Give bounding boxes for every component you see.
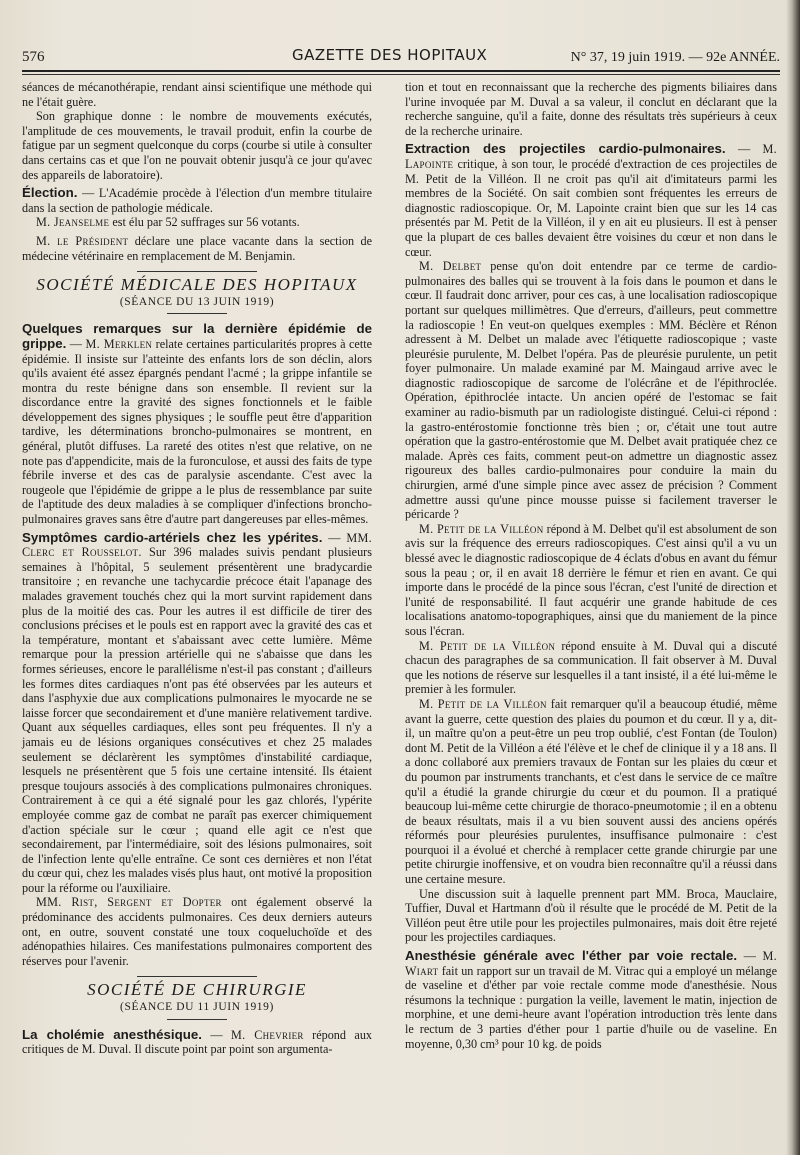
article-text: critique, à son tour, le procédé d'extraction de ces projectiles de M. Petit de la Villéon. Il ne croit pas qu'il ait d'imitateurs parmi les membres de la Société. On sait combien sont fréquentes les erreurs de diagnostic radioscopique. Or, M. Lapointe craint bien que sur les 14 cas présentés par M. Petit de la Villéon, il y en ait eu plusieurs. Il est à penser que la plupart de ces balles devaient être voisines du cœur et non dans le cœur. (405, 156, 777, 259)
author-name: M. Petit de la Villéon (419, 638, 556, 653)
article-heading: Quelques remarques sur la dernière épidémie de grippe. (22, 321, 372, 351)
page-edge-shadow (786, 0, 800, 1155)
author-name: M. Merklen (85, 336, 153, 351)
section-divider-short (167, 1019, 227, 1020)
author-name: M. le Président (36, 233, 129, 248)
issue-info: N° 37, 19 juin 1919. — 92e ANNÉE. (570, 50, 780, 65)
page-number: 576 (22, 49, 45, 65)
section-divider (137, 271, 257, 272)
article-heading: La cholémie anesthésique. (22, 1026, 202, 1042)
article-text: relate certaines particularités propres à cette épidémie. Il insiste sur l'atteinte des enfants lors de son déclin, alors qu'ils avaient été assez épargnés pendant l'acmé ; la grippe infantile se montra du reste bénigne dans son ensemble. Il revient sur la discordance entre la gravité des signes fonctionnels et le faible développement des signes physiques ; le souffle peut être d'apparition tardive, les déterminations broncho-pulmonaires se montrent, en général, plutôt diffuses. La rareté des otites n'est que relative, on ne note pas d'appendicite, mais de la furonculose, et aussi des faits de type fébrile inverse et des cas de paralysie ascendante. C'est avec la rougeole que l'épidémie de grippe a le plus de ressemblance par suite de l'aptitude des deux maladies à se compliquer d'infections broncho-pulmonaires graves sans être d'autre part dangereuses par elles-mêmes. (22, 336, 373, 527)
paragraph (22, 215, 372, 230)
article-heading: Élection. (22, 185, 78, 201)
author-name: M. Petit de la Villéon (419, 521, 544, 536)
author-name: MM. Rist, Sergent et Dopter (36, 895, 222, 910)
article-text: Sur 396 malades suivis pendant plusieurs semaines à l'hôpital, 5 seulement présentèrent une bradycardie transitoire ; en revanche une tachycardie précoce était l'apanage des malades gravement touchés chez qui la mort survint rapidement dans plus de la moitié des cas. Pour les autres il est difficile de tirer des conclusions précises et le pouls est en rapport avec la gravité des cas et la température, montant et s'abaissant avec cette lumière. Même remarque pour la pression artérielle qui ne s'abaisse que dans les formes sérieuses, encore le parallélisme n'est-il pas constant ; d'ailleurs les formes dites cardiaques n'ont pas été observées par les auteurs et dans l'asphyxie due aux complications pulmonaires le myocarde ne se laisse forcer que secondairement et d'une manière relativement tardive. Quant aux séquelles cardiaques, elles sont peu fréquentes. Il n'y a jamais eu de lésions organiques consécutives et chez 25 malades seulement se déclarèrent les symptômes d'instabilité cardiaque, lesquels ne présentèrent que 5 fois une certaine intensité. Ils étaient presque toujours associés à des complications pulmonaires chroniques. Contrairement à ce qui a été signalé pour les gaz chlorés, l'ypérite employée comme gaz de combat ne paraît pas exercer chimiquement d'action spéciale sur le cœur ; quand elle agit ce n'est que secondairement, par l'intermédiaire, soit des lésions pulmonaires, soit de l'infection lente qu'elle entraîne. Ce sont ces dernières et non l'état du cœur qui, chez les malades visés plus haut, ont motivé la proposition pour la réforme ou l'auxiliaire. (22, 545, 372, 895)
section-date: (SÉANCE DU 13 JUIN 1919) (119, 295, 275, 308)
author-name: MM. Clerc et Rousselot. (22, 530, 373, 560)
paragraph: séances de mécanothérapie, rendant ainsi scientifique une méthode qui ne l'était guère. (22, 80, 372, 109)
paragraph (405, 639, 777, 697)
paragraph (22, 234, 372, 263)
paragraph (405, 259, 777, 522)
paragraph (405, 697, 777, 887)
page-header (22, 40, 780, 66)
article-text: répond ensuite à M. Duval qui a discuté chacun des paragraphes de sa communication. Il fait observer à M. Duval que les notions de réserve sur lesquelles il a tant insisté, il a été lui-même le premier à les formuler. (405, 638, 777, 697)
article-heading: Anesthésie générale avec l'éther par voie rectale. (405, 948, 738, 964)
article-text: — L'Académie procède à l'élection d'un membre titulaire dans la section de pathologie médicale. (22, 186, 372, 215)
paragraph (22, 895, 372, 968)
article-text: répond à M. Delbet qu'il est absolument de son avis sur la fréquence des erreurs radioscopiques. C'est ainsi qu'il a vu un blessé avec le diagnostic radioscopique de 4 éclats d'obus en avant du fémur sous la peau ; or, il en avait 18 derrière le fémur et rien en avant. Ce qui importe dans le procédé de la pince sous l'écran, c'est l'unité de direction et l'unité de responsabilité. Il faut acquérir une grande habitude de ces localisations anatomo-topographiques, ainsi que du maniement de la pince sous l'écran. (405, 521, 777, 638)
article-text: fait un rapport sur un travail de M. Vitrac qui a employé un mélange de vaseline et d'éther par voie rectale comme mode d'anesthésie. Nous résumons la technique : purgation la veille, lavement le matin, injection de morphine, et une demi-heure avant l'opération introduction très lente dans le rectum de 3 parties d'éther pour 1 partie d'huile ou de vaseline. En moyenne, 0,30 cm³ pour 10 kg. de poids (405, 963, 777, 1051)
author-name: M. Delbet (419, 259, 482, 274)
section-divider-short (167, 313, 227, 314)
author-name: M. Lapointe (405, 142, 778, 171)
article-text: répond aux critiques de M. Duval. Il discute point par point son argumenta- (22, 1027, 373, 1057)
author-name: M. Chevrier (231, 1027, 304, 1042)
right-column: tion et tout en reconnaissant que la recherche des pigments biliaires dans l'urine invoquée par M. Duval a sa valeur, il conclut en déclarant que la recherche sanguine, qu'il a faite, donne des résultats très supérieurs à ceux de la recherche urinaire. Extraction des projectiles cardio-pulmonaires. — M. Lapointe critique, à son tour, le procédé d'extraction de ces projectiles de M. Petit de la Villéon. Il ne croit pas qu'il ait d'imitateurs parmi les membres de la Société. On sait combien sont fréquentes les erreurs de diagnostic radioscopique. Or, M. Lapointe craint bien que sur les 14 cas présentés par M. Petit de la Villéon, il y en ait eu plusieurs. Il est à penser que la plupart de ces balles devaient être voisines du cœur et non dans le cœur. M. Delbet pense qu'on doit entendre par ce terme de cardio-pulmonaires des balles qui se trouvent à la fois dans le poumon et dans le cœur. Il faudrait donc arriver, pour ces cas, à une localisation radioscopique portant sur quelques millimètres. Que d'erreurs, d'ailleurs, peut commettre la radioscopie ! En veut-on quelques exemples : MM. Béclère et Rénon adressent à M. Delbet un malade avec l'étiquette radioscopique ; vaste pleurésie purulente, M. Delbet l'opéra. Pas de pleurésie purulente, un petit foyer pulmonaire. Un malade examiné par M. Maingaud arrive avec le diagnostic radioscopique de sarcome de l'olécrâne et de l'épithroclée. Opération, épithroclée intacte. Un ancien opéré de l'estomac se fait examiner au radio-bismuth par un radiologiste distingué. Celui-ci répond : la gastro-entérostomie fonctionne très bien ; or, c'était une tout autre opération que la gastro-entérostomie que M. Delbet avait pratiquée chez ce malade. Après ces faits, comment peut-on admettre un diagnostic assez rigoureux des balles cardio-pulmonaires pour conduire la main du chirurgien, armé d'une simple pince avec assez de précision ? Comment admettre aussi qu'une pince mousse puisse si facilement traverser le péricarde ? M. Petit de la Villéon répond à M. Delbet qu'il est absolument de son avis sur la fréquence des erreurs radioscopiques. C'est ainsi qu'il a vu un blessé avec le diagnostic radioscopique de 4 éclats d'obus en avant du fémur sous la peau ; or, il en avait 18 derrière le fémur et rien en avant. Ce qui importe dans le procédé de la pince sous l'écran, c'est l'unité de direction et l'unité de responsabilité. Il faut acquérir une grande habitude de ces localisations anatomo-topographiques, ainsi que du maniement de la pince sous l'écran. M. Petit de la Villéon répond ensuite à M. Duval qui a discuté chacun des paragraphes de sa communication. Il fait observer à M. Duval que les notions de réserve sur lesquelles il a tant insisté, il a été lui-même le premier à les formuler. M. Petit de la Villéon fait remarquer qu'il a beaucoup étudié, même avant la guerre, cette question des plaies du poumon et du cœur. Il y a, dit-il, un maître qu'on a peut-être un peu trop oublié, c'est Fontan (de Toulon) dont M. Petit de la Villéon a été l'élève et le chef de clinique il y a 18 ans. Il a donc collaboré aux premiers travaux de Fontan sur les plaies du cœur et du poumon par instruments tranchants, et c'est dans le service de ce maître qu'il a étudié la grande chirurgie du cœur et du poumon. Il a pratiqué beaucoup lui-même cette chirurgie de thoraco-pneumotomie ; il en a obtenu de beaux résultats, mais il a vu bien souvent aussi des anciens opérés réformés pour pleurésies purulentes, insuffisance pulmonaire : c'est pourquoi il a évolué et cherché à remplacer cette grande chirurgie par une petite chirurgie inoffensive, et on voudra bien reconnaître qu'il a réussi dans une certaine mesure. Une discussion suit à laquelle prennent part MM. Broca, Mauclaire, Tuffier, Duval et Hartmann d'où il résulte que le procédé de M. Petit de la Villéon peut être utile pour les projectiles pulmonaires, mais doit être rejeté pour les projectiles cardiaques. Anesthésie générale avec l'éther par voie rectale. — M. Wiart fait un rapport sur un travail de M. Vitrac qui a employé un mélange de vaseline et d'éther par voie rectale comme mode d'anesthésie. Nous résumons la technique : purgation la veille, lavement le matin, injection de morphine, et une demi-heure avant l'opération introduction très lente dans le rectum de 3 parties d'éther pour 1 partie d'huile ou de vaseline. En moyenne, 0,30 cm³ pour 10 kg. de poids (405, 80, 778, 1051)
article-heading: Symptômes cardio-artériels chez les ypérites. (22, 529, 323, 545)
section-title: SOCIÉTÉ MÉDICALE DES HOPITAUX (36, 275, 358, 295)
section-date: (SÉANCE DU 11 JUIN 1919) (120, 1001, 274, 1014)
article-text: est élu par 52 suffrages sur 56 votants. (109, 215, 300, 230)
paragraph: tion et tout en reconnaissant que la recherche des pigments biliaires dans l'urine invoquée par M. Duval a sa valeur, il conclut en déclarant que la recherche sanguine, qu'il a faite, donne des résultats très supérieurs à ceux de la recherche urinaire. (405, 80, 777, 138)
header-rule (22, 70, 780, 72)
section-divider (137, 976, 257, 977)
journal-title: GAZETTE DES HOPITAUX (292, 46, 488, 64)
author-name: M. Jeanselme (36, 215, 110, 230)
article-text: fait remarquer qu'il a beaucoup étudié, même avant la guerre, cette question des plaies du poumon et du cœur. Il y a, dit-il, un maître qu'on a peut-être un peu trop oublié, c'est Fontan (de Toulon) dont M. Petit de la Villéon a été l'élève et le chef de clinique il y a 18 ans. Il a donc collaboré aux premiers travaux de Fontan sur les plaies du cœur et du poumon par instruments tranchants, et c'est dans le service de ce maître qu'il a étudié la grande chirurgie du cœur et du poumon. Il a pratiqué beaucoup lui-même cette chirurgie de thoraco-pneumotomie ; il en a obtenu de beaux résultats, mais il a vu bien souvent aussi des anciens opérés réformés pour pleurésies purulentes, insuffisance pulmonaire : c'est pourquoi il a évolué et cherché à remplacer cette grande chirurgie par une petite chirurgie inoffensive, et on voudra bien reconnaître qu'il a réussi dans une certaine mesure. (405, 696, 777, 887)
paragraph: Une discussion suit à laquelle prennent part MM. Broca, Mauclaire, Tuffier, Duval et Hartmann d'où il résulte que le procédé de M. Petit de la Villéon peut être utile pour les projectiles pulmonaires, mais doit être rejeté pour les projectiles cardiaques. (405, 886, 777, 945)
author-name: M. Petit de la Villéon (419, 696, 547, 711)
header-rule-thin (22, 74, 780, 75)
paragraph (405, 522, 777, 639)
article-heading: Extraction des projectiles cardio-pulmonaires. (405, 141, 726, 157)
article-text: déclare une place vacante dans la section de médecine vétérinaire en remplacement de M. Benjamin. (22, 233, 372, 263)
paragraph: Son graphique donne : le nombre de mouvements exécutés, l'amplitude de ces mouvements, le travail produit, enfin la courbe de fatigue par un segment quelconque du corps (courbe si utile à consulter dans certains cas et que l'on ne pouvait obtenir jusqu'à ce jour qu'avec des appareils de laboratoire). (22, 109, 372, 182)
article-text: ont également observé la prédominance des accidents pulmonaires. Ces deux derniers auteurs ont, en outre, souvent constaté une toux coqueluchoïde et des adénopathies hilaires. Ces manifestations pulmonaires comportent des réserves pour l'avenir. (22, 895, 372, 968)
article-text: pense qu'on doit entendre par ce terme de cardio-pulmonaires des balles qui se trouvent à la fois dans le poumon et dans le cœur. Il faudrait donc arriver, pour ces cas, à une localisation radioscopique portant sur quelques millimètres. Que d'erreurs, d'ailleurs, peut commettre la radioscopie ! En veut-on quelques exemples : MM. Béclère et Rénon adressent à M. Delbet un malade avec l'étiquette radioscopique ; vaste pleurésie purulente, M. Delbet l'opéra. Pas de pleurésie purulente, un petit foyer pulmonaire. Un malade examiné par M. Maingaud arrive avec le diagnostic radioscopique de sarcome de l'olécrâne et de l'épithroclée. Opération, épithroclée intacte. Un ancien opéré de l'estomac se fait examiner au radio-bismuth par un radiologiste distingué. Celui-ci répond : la gastro-entérostomie fonctionne très bien ; or, c'était une tout autre opération que la gastro-entérostomie que M. Delbet avait pratiquée chez ce malade. Après ces faits, comment peut-on admettre un diagnostic assez rigoureux des balles cardio-pulmonaires pour conduire la main du chirurgien, armé d'une simple pince avec assez de précision ? Comment admettre aussi qu'une pince mousse puisse si facilement traverser le péricarde ? (405, 259, 777, 522)
left-column: séances de mécanothérapie, rendant ainsi scientifique une méthode qui ne l'était guère. Son graphique donne : le nombre de mouvements exécutés, l'amplitude de ces mouvements, le travail produit, enfin la courbe de fatigue par un segment quelconque du corps (courbe si utile à consulter dans certains cas et que l'on ne pouvait obtenir jusqu'à ce jour qu'avec des appareils de laboratoire). Élection. — L'Académie procède à l'élection d'un membre titulaire dans la section de pathologie médicale. M. Jeanselme est élu par 52 suffrages sur 56 votants. M. le Président déclare une place vacante dans la section de médecine vétérinaire en remplacement de M. Benjamin. SOCIÉTÉ MÉDICALE DES HOPITAUX (SÉANCE DU 13 JUIN 1919) Quelques remarques sur la dernière épidémie de grippe. — M. Merklen relate certaines particularités propres à cette épidémie. Il insiste sur l'atteinte des enfants lors de son déclin, alors qu'ils avaient été assez épargnés pendant l'acmé ; la grippe infantile se montra du reste bénigne dans son ensemble. Il revient sur la discordance entre la gravité des signes fonctionnels et le faible développement des signes physiques ; le souffle peut être d'apparition tardive, les déterminations broncho-pulmonaires se montrent, en général, plutôt diffuses. La rareté des otites n'est que relative, on ne note pas d'appendicite, mais de la furonculose, et aussi des faits de type fébrile inverse et des cas de paralysie ascendante. C'est avec la rougeole que l'épidémie de grippe a le plus de ressemblance par suite de l'aptitude des deux maladies à se compliquer d'infections broncho-pulmonaires graves sans être d'autre part dangereuses par elles-mêmes. Symptômes cardio-artériels chez les ypérites. — MM. Clerc et Rousselot. Sur 396 malades suivis pendant plusieurs semaines à l'hôpital, 5 seulement présentèrent une bradycardie transitoire ; en revanche une tachycardie précoce était l'apanage des malades gravement touchés chez qui la mort survint rapidement dans plus de la moitié des cas. Pour les autres il est difficile de tirer des conclusions précises et le pouls est en rapport avec la gravité des cas et la température, montant et s'abaissant avec cette lumière. Même remarque pour la pression artérielle qui ne s'abaisse que dans les formes sérieuses, encore le parallélisme n'est-il pas constant ; d'ailleurs les formes dites cardiaques n'ont pas été observées par les auteurs et dans l'asphyxie due aux complications pulmonaires le myocarde ne se laisse forcer que secondairement et d'une manière relativement tardive. Quant aux séquelles cardiaques, elles sont peu fréquentes. Il n'y a jamais eu de lésions organiques consécutives et chez 25 malades seulement se déclarèrent les symptômes d'instabilité cardiaque, lesquels ne présentèrent que 5 fois une certaine intensité. Ils étaient presque toujours associés à des complications pulmonaires chroniques. Contrairement à ce qui a été signalé pour les gaz chlorés, l'ypérite employée comme gaz de combat ne paraît pas exercer chimiquement d'action spéciale sur le cœur ; quand elle agit ce n'est que secondairement, par l'intermédiaire, soit des lésions pulmonaires, soit de l'infection lente qu'elle entraîne. Ce sont ces dernières et non l'état du cœur qui, chez les malades visés plus haut, ont motivé la proposition pour la réforme ou l'auxiliaire. MM. Rist, Sergent et Dopter ont également observé la prédominance des accidents pulmonaires. Ces deux derniers auteurs ont, en outre, souvent constaté une toux coqueluchoïde et des adénopathies hilaires. Ces manifestations pulmonaires comportent des réserves pour l'avenir. SOCIÉTÉ DE CHIRURGIE (SÉANCE DU 11 JUIN 1919) La cholémie anesthésique. — M. Chevrier répond aux critiques de M. Duval. Il discute point par point son argumenta- (22, 80, 373, 1057)
author-name: M. Wiart (405, 949, 777, 978)
section-title: SOCIÉTÉ DE CHIRURGIE (87, 980, 307, 1000)
